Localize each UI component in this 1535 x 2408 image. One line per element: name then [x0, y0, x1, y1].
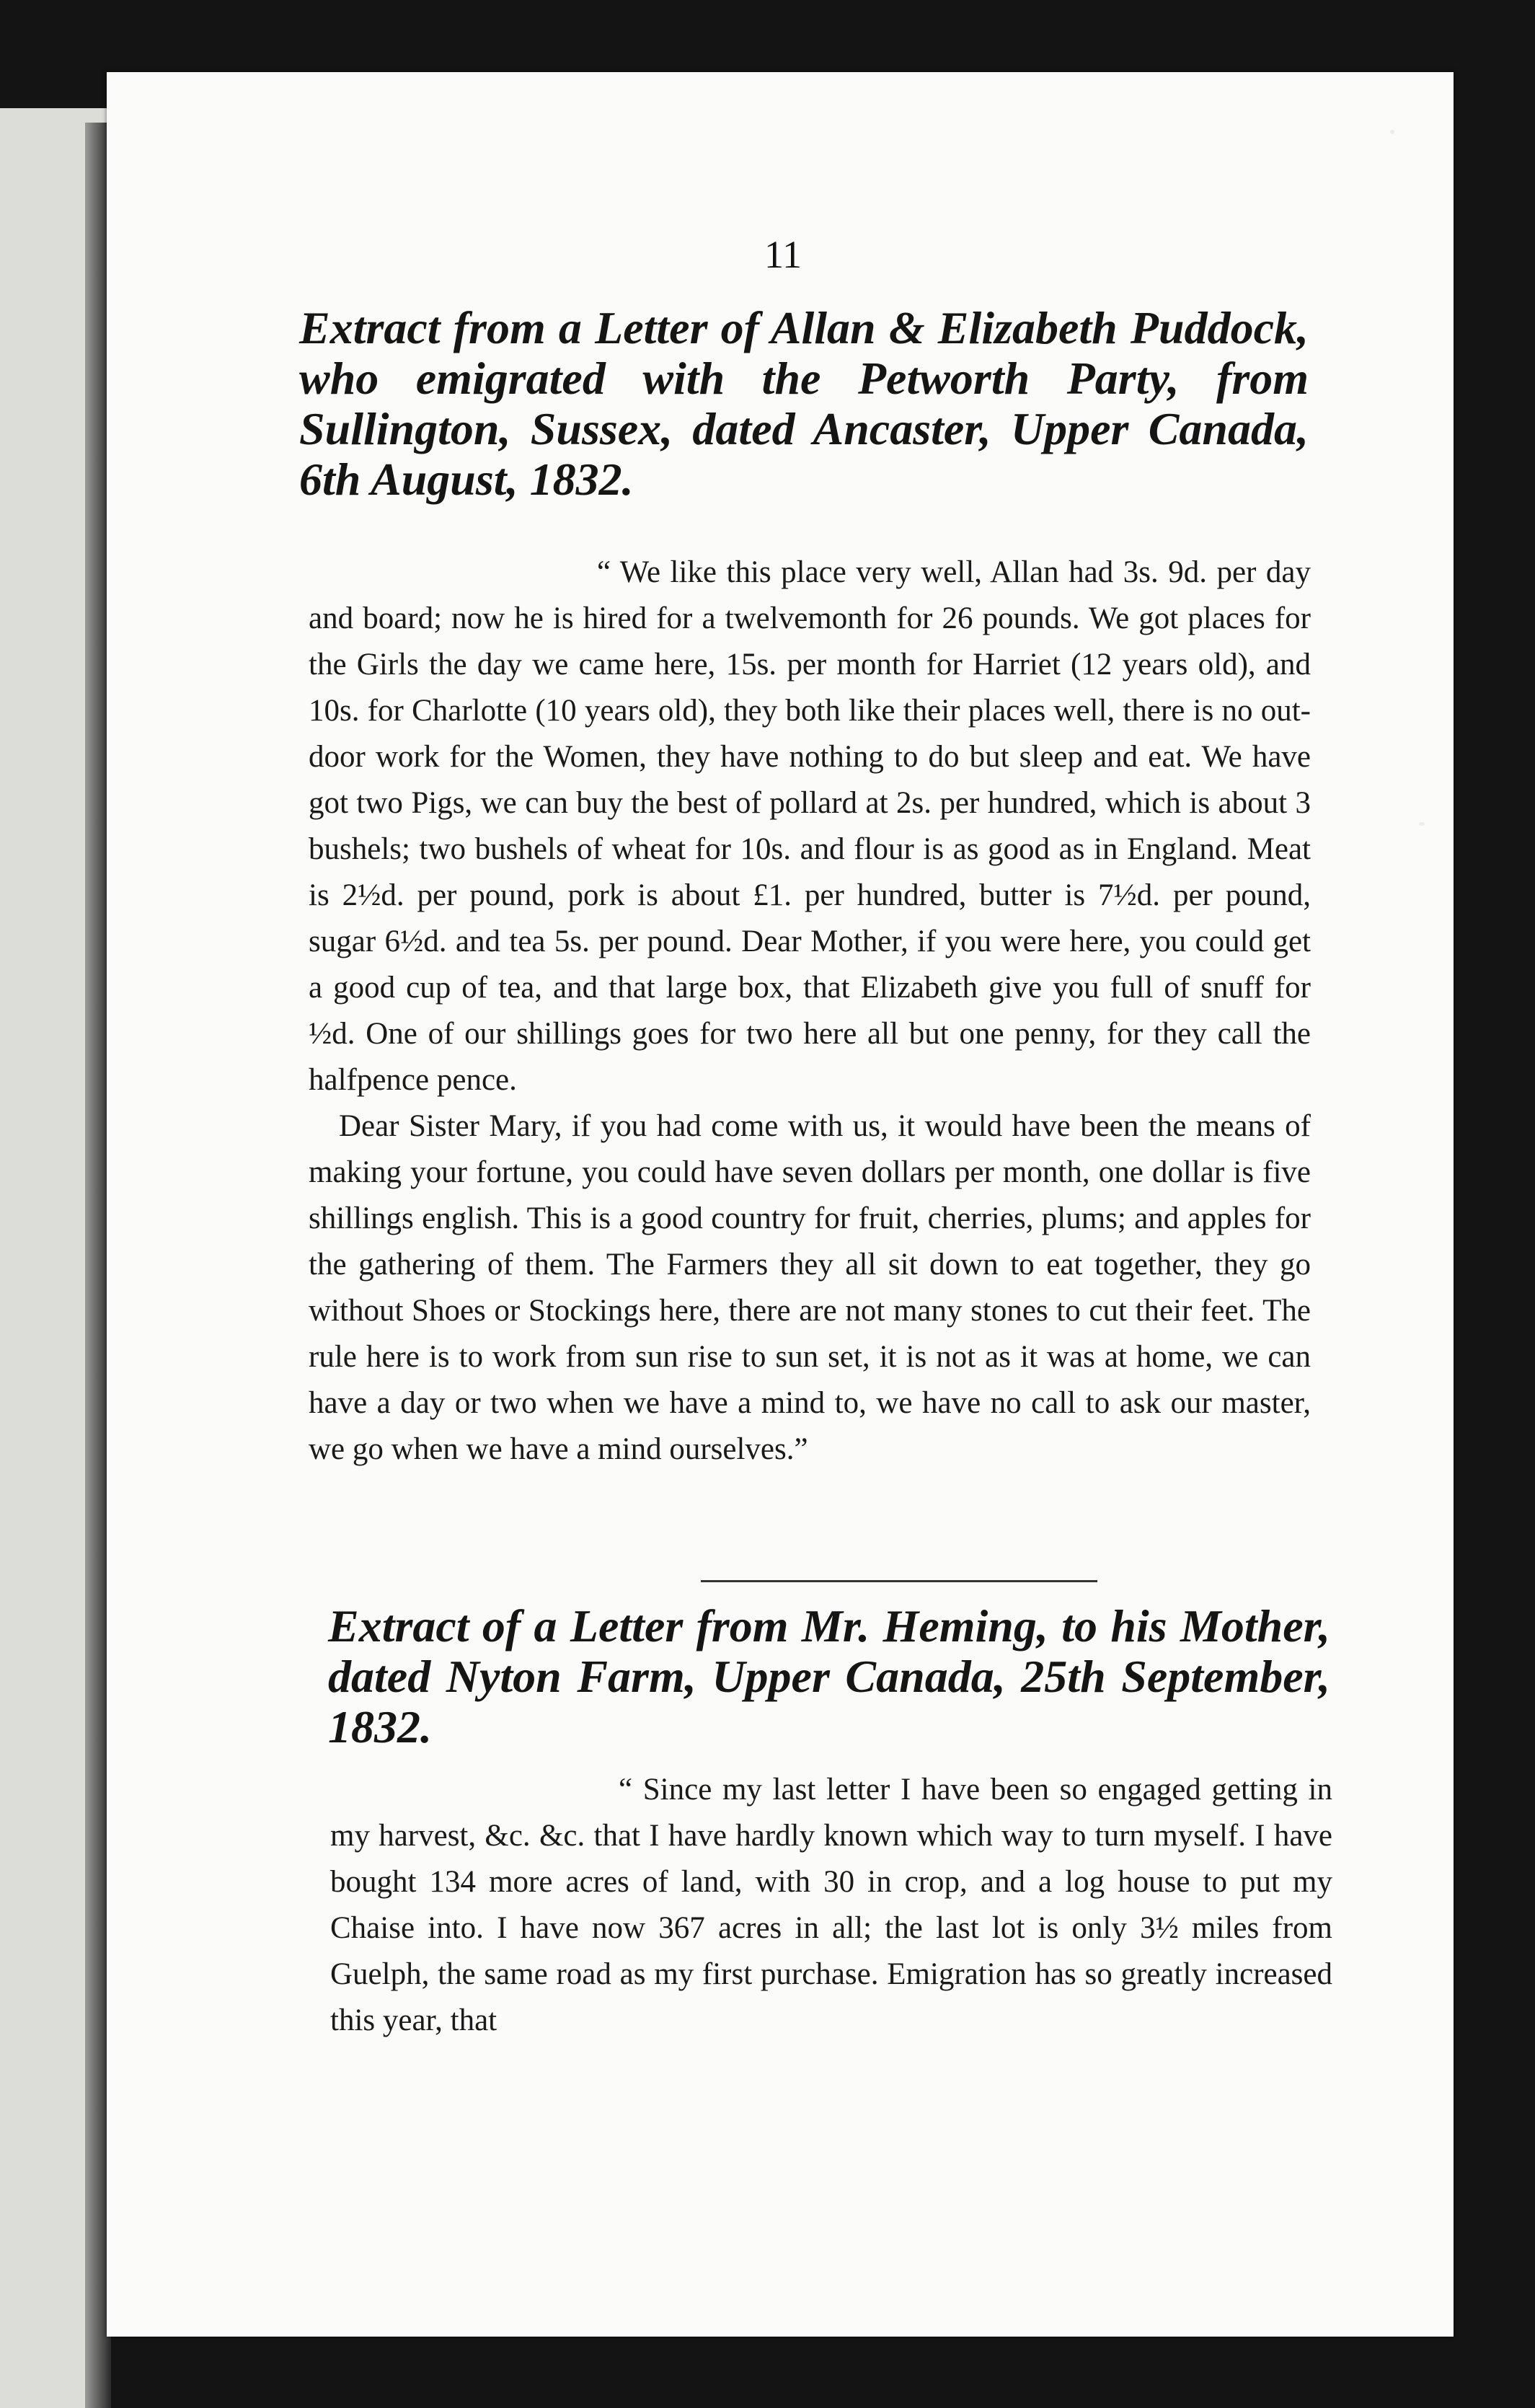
letter-paragraph: “ We like this place very well, Allan had 3s. 9d. per day and board; now he is hired for a twelvemonth for 26 pounds. We got places for the Girls the day we came here, 15s. per month for Harriet (12 years old), and 10s. for Charlotte (10 years old), they both like their places well, there is no out-door work for the Women, they have nothing to do but sleep and eat. We have got two Pigs, we can buy the best of pollard at 2s. per hundred, which is about 3 bushels; two bushels of wheat for 10s. and flour is as good as in England. Meat is 2½d. per pound, pork is about £1. per hundred, butter is 7½d. per pound, sugar 6½d. and tea 5s. per pound. Dear Mother, if you were here, you could get a good cup of tea, and that large box, that Elizabeth give you full of snuff for ½d. One of our shillings goes for two here all but one penny, for they call the halfpence pence.: [309, 555, 1311, 1097]
scan-speck: [1419, 822, 1425, 826]
extract-heading-heming: Extract of a Letter from Mr. Heming, to his Mother, dated Nyton Farm, Upper Canada, 25th September, 1832.: [328, 1600, 1330, 1752]
scan-speck: [1390, 130, 1394, 134]
page-number: 11: [764, 233, 802, 276]
letter-paragraph: Dear Sister Mary, if you had come with us, it would have been the means of making your fortune, you could have seven dollars per month, one dollar is five shillings english. This is a good country for fruit, cherries, plums; and apples for the gathering of them. The Farmers they all sit down to eat together, they go without Shoes or Stockings here, there are not many stones to cut their feet. The rule here is to work from sun rise to sun set, it is not as it was at home, we can have a day or two when we have a mind to, we have no call to ask our master, we go when we have a mind ourselves.”: [309, 1109, 1311, 1466]
letter-body-heming: [330, 1767, 1332, 2044]
letter-paragraph: “ Since my last letter I have been so engaged getting in my harvest, &c. &c. that I have hardly known which way to turn myself. I have bought 134 more acres of land, with 30 in crop, and a log house to put my Chaise into. I have now 367 acres in all; the last lot is only 3½ miles from Guelph, the same road as my first purchase. Emigration has so greatly increased this year, that: [330, 1773, 1332, 2037]
extract-heading-puddock: Extract from a Letter of Allan & Elizabeth Puddock, who emigrated with the Petworth Party, from Sullington, Sussex, dated Ancaster, Upper Canada, 6th August, 1832.: [299, 302, 1309, 505]
section-divider: [701, 1580, 1097, 1582]
letter-body-puddock: [309, 550, 1311, 1473]
